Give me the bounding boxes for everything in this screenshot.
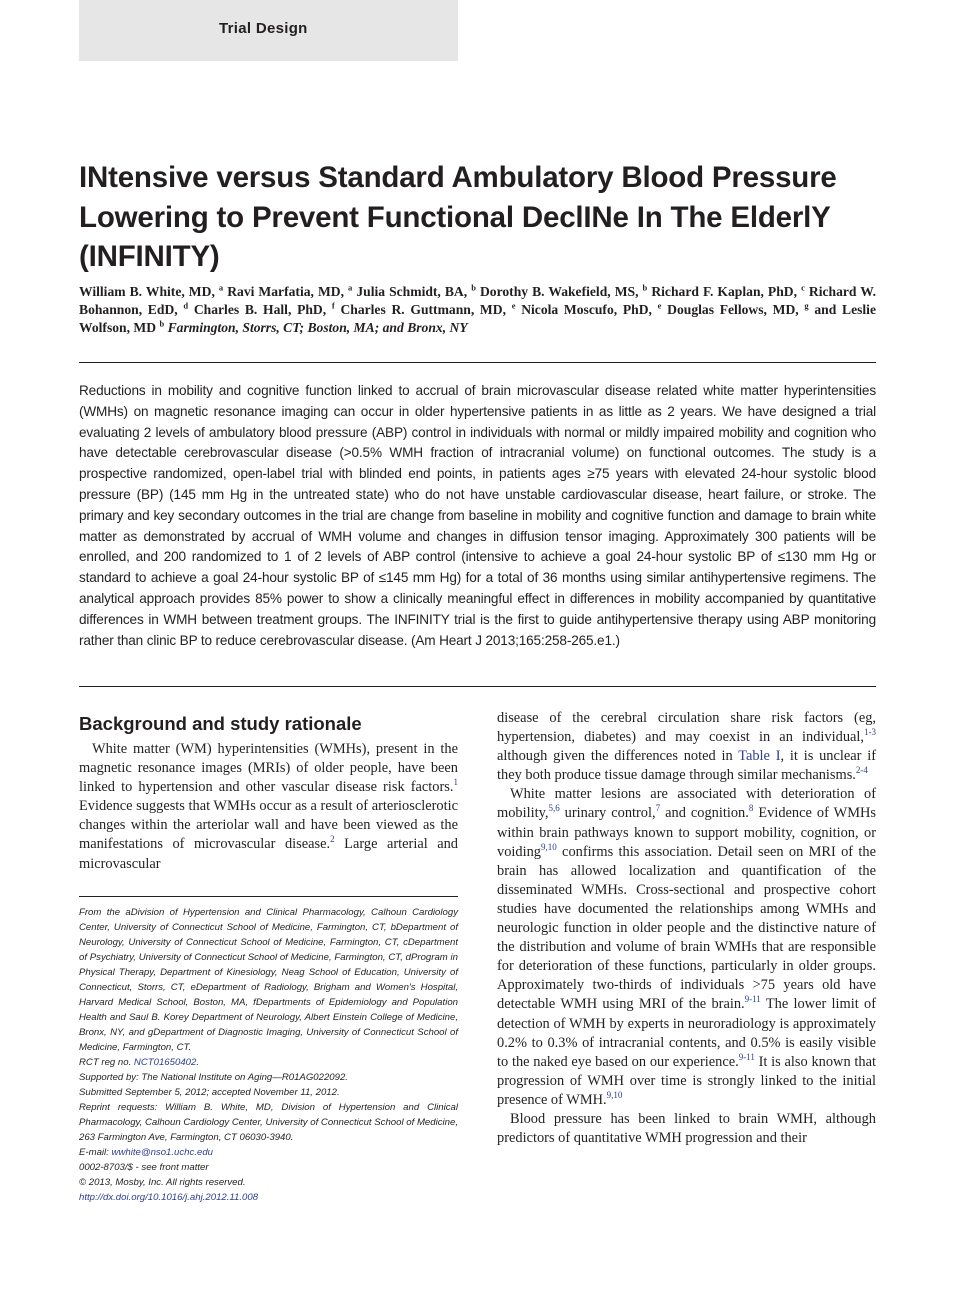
citation[interactable]: 1-3 [864,727,876,738]
section-label: Trial Design [219,20,308,37]
article-title: INtensive versus Standard Ambulatory Blood Pressure Lowering to Prevent Functional DeclINe In The ElderlY (INFINITY) [79,161,837,273]
section-heading: Background and study rationale [79,713,362,734]
citation[interactable]: 9,10 [540,841,557,852]
section-tab [79,0,458,61]
left-column [79,712,458,874]
body-paragraph: disease of the cerebral circulation share risk factors (eg, hypertension, diabetes) and may coexist in an individual,$^{1-3}$ although given the differences noted in Table I, it is unclear if they both produce tissue damage through similar mechanisms.$^{2-4}$ [497,710,876,784]
article-footnotes [79,905,458,1205]
email-line: E-mail: wwhite@nso1.uchc.edu [79,1147,213,1158]
author: Dorothy B. Wakefield, MS, $^b$ [479,282,648,299]
author: Richard W. Bohannon, EdD, $^d$ [79,284,877,318]
copyright-line: © 2013, Mosby, Inc. All rights reserved. [79,1177,246,1188]
author: William B. White, MD, $^a$ [79,282,224,299]
author: Richard F. Kaplan, PhD, $^c$ [651,282,805,299]
divider [79,686,876,687]
citation[interactable]: 9-11 [744,994,761,1005]
author: Julia Schmidt, BA, $^b$ [356,282,476,299]
reprint-requests: Reprint requests: William B. White, MD, Division of Hypertension and Clinical Pharmacology, Calhoun Cardiology Center, University of Connecticut School of Medicine, 263 Farmington Ave, Farmington, CT 06030-3940. [79,1102,458,1143]
author: Ravi Marfatia, MD, $^a$ [227,282,353,299]
citation[interactable]: 8 [748,803,754,814]
divider [79,362,876,363]
body-paragraph: Blood pressure has been linked to brain WMH, although predictors of quantitative WMH progression and their [497,1110,876,1147]
citation[interactable]: 9-11 [738,1051,755,1062]
author: and Leslie Wolfson, MD $^b$ [79,302,876,336]
body-paragraph: White matter lesions are associated with deterioration of mobility,$^{5,6}$ urinary control,$^7$ and cognition.$^8$ Evidence of WMHs within brain pathways known to support mobility, cognition, or voiding$^{9,10}$ confirms this association. Detail seen on MRI of the brain has allowed localization and quantification of the disseminated WMHs. Cross-sectional and prospective cohort studies have documented the relationships among WMHs and neurologic function in older people and the distinctive nature of the distribution and volume of brain WMHs that are responsible for deterioration of these functions, particularly in older groups. Approximately two-thirds of individuals >75 years old have detectable WMH using MRI of the brain.$^{9-11}$ The lower limit of detection of WMH by experts in neuroradiology is approximately 0.2% to 0.3% of intracranial contents, and 0.5% is easily visible to the naked eye based on our experience.$^{9-11}$ It is also known that progression of WMH over time is strongly linked to the initial presence of WMH.$^{9,10}$ [497,786,876,1108]
author-locations: Farmington, Storrs, CT; Boston, MA; and Bronx, NY [167,320,468,336]
citation[interactable]: 1 [453,777,458,788]
author: Nicola Moscufo, PhD, $^e$ [521,300,662,318]
body-paragraph: White matter (WM) hyperintensities (WMHs), present in the magnetic resonance images (MRIs) of older people, have been linked to hypertension and other vascular disease risk factors.$^1$ Evidence suggests that WMHs occur as a result of arteriosclerotic changes within the arteriolar wall and have been viewed as the manifestations of microvascular disease.$^2$ Large arterial and microvascular [79,741,459,872]
citation[interactable]: 2 [330,834,335,845]
citation[interactable]: 7 [655,803,661,814]
right-column [497,709,876,1148]
doi-link[interactable]: http://dx.doi.org/10.1016/j.ahj.2012.11.008 [79,1192,259,1203]
table-link[interactable]: Table I [738,748,781,765]
trial-registration: RCT reg no. NCT01650402. [79,1057,199,1068]
funding-note: Supported by: The National Institute on Aging—R01AG022092. [79,1072,348,1083]
citation[interactable]: 5,6 [548,803,560,814]
abstract: Reductions in mobility and cognitive function linked to accrual of brain microvascular disease related white matter hyperintensities (WMHs) on magnetic resonance imaging can occur in older hypertensive patients in as little as 2 years. We have designed a trial evaluating 2 levels of ambulatory blood pressure (ABP) control in individuals with normal or mildly impaired mobility and cognition who have detectable cerebrovascular disease (>0.5% WMH fraction of intracranial volume) on functional outcomes. The study is a prospective randomized, open-label trial with blinded end points, in patients ages ≥75 years with elevated 24-hour systolic blood pressure (BP) (145 mm Hg in the untreated state) who do not have unstable cardiovascular disease, heart failure, or stroke. The primary and key secondary outcomes in the trial are change from baseline in mobility and cognitive function and damage to brain white matter as demonstrated by accrual of WMH volume and changes in diffusion tensor imaging. Approximately 300 patients will be enrolled, and 200 randomized to 1 of 2 levels of ABP control (intensive to achieve a goal 24-hour systolic BP of ≤130 mm Hg or standard to achieve a goal 24-hour systolic BP of ≤145 mm Hg) for a total of 36 months using similar antihypertensive regimens. The analytical approach provides 85% power to show a clinically meaningful effect in differences in mobility accompanied by quantitative differences in WMH between treatment groups. The INFINITY trial is the first to guide antihypertensive therapy using ABP monitoring rather than clinic BP to reduce cerebrovascular disease. (Am Heart J 2013;165:258-265.e1.) [79,383,876,648]
citation[interactable]: 9,10 [606,1090,623,1101]
author: Charles B. Hall, PhD, $^f$ [193,300,335,318]
trial-registration-link[interactable]: NCT01650402 [133,1057,197,1068]
affiliations: From the aDivision of Hypertension and Clinical Pharmacology, Calhoun Cardiology Center, University of Connecticut School of Medicine, Farmington, CT, bDepartment of Neurology, University of Connecticut School of Medicine, Farmington, CT, cDepartment of Psychiatry, University of Connecticut School of Medicine, Farmington, CT, dProgram in Physical Therapy, Department of Kinesiology, Neag School of Education, University of Connecticut, Storrs, CT, eDepartment of Radiology, Brigham and Women's Hospital, Harvard Medical School, Boston, MA, fDepartments of Epidemiology and Population Health and Saul B. Korey Department of Neurology, Albert Einstein College of Medicine, Bronx, NY, and gDepartment of Diagnostic Imaging, University of Connecticut School of Medicine, Farmington, CT. [79,907,458,1053]
doi-line [79,1190,458,1205]
submission-dates: Submitted September 5, 2012; accepted November 11, 2012. [79,1087,340,1098]
author-list [79,283,876,338]
author: Charles R. Guttmann, MD, $^e$ [340,300,516,318]
footnote-divider [79,896,458,897]
citation[interactable]: 2-4 [855,765,868,776]
author: Douglas Fellows, MD, $^g$ [667,300,809,318]
email-link[interactable]: wwhite@nso1.uchc.edu [111,1147,213,1158]
issn-line: 0002-8703/$ - see front matter [79,1162,209,1173]
